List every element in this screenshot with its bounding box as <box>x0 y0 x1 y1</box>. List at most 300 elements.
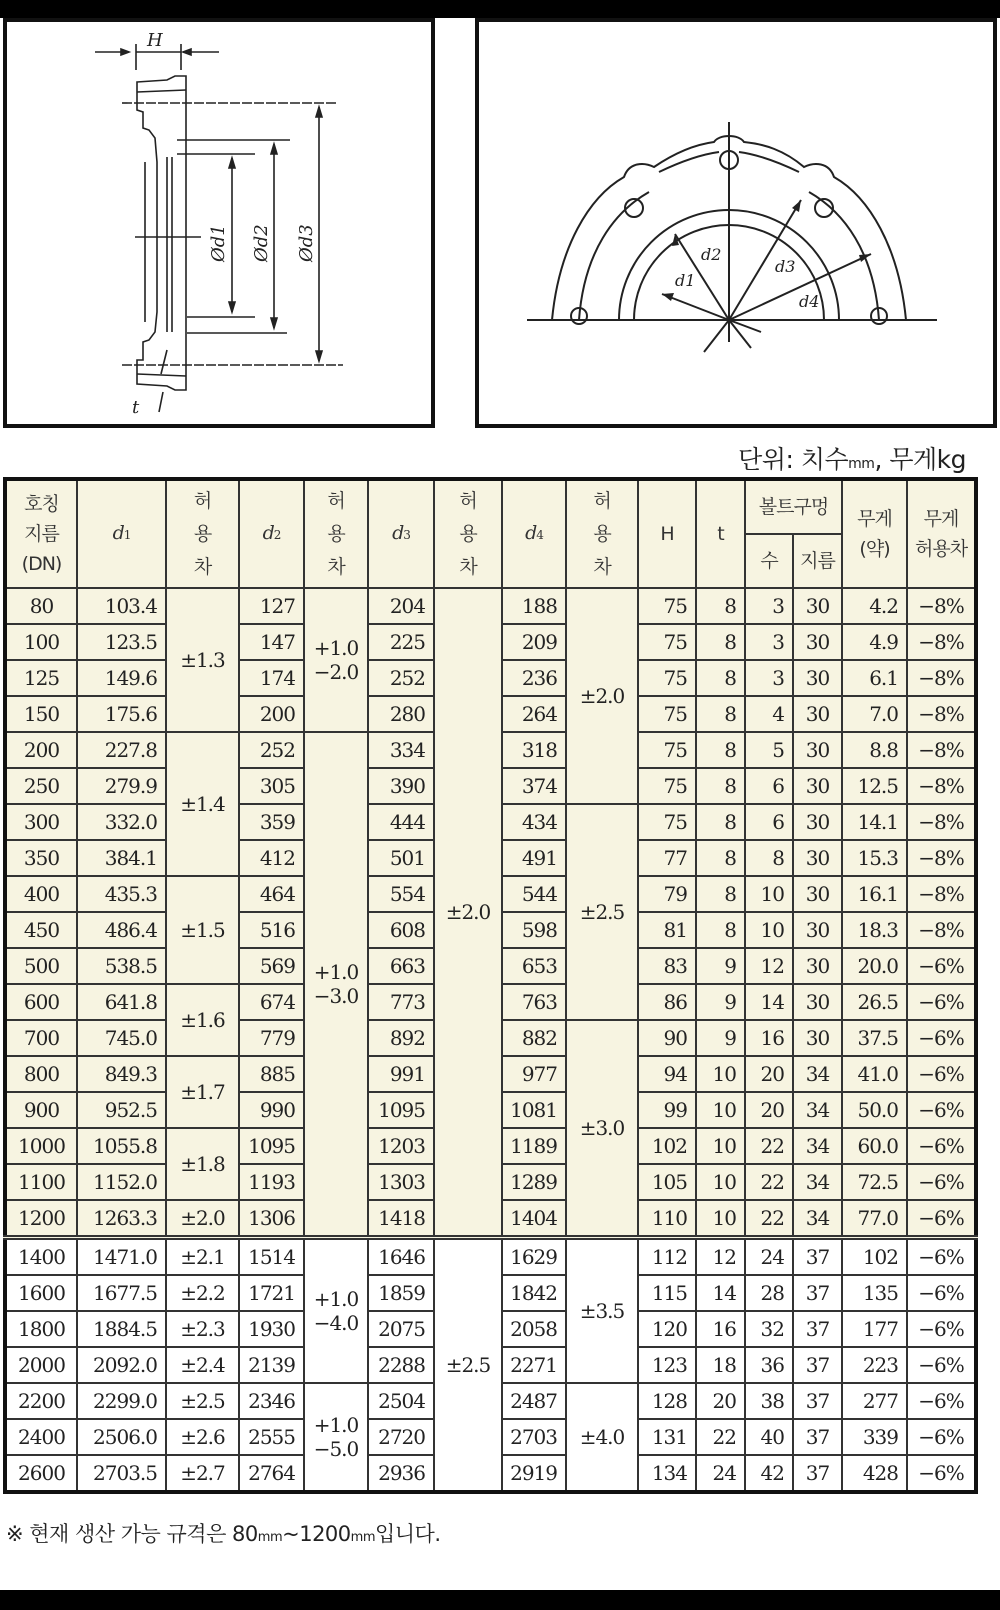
cell-d1-tol: ±1.7 <box>166 1056 239 1128</box>
cell-weight: 135 <box>842 1275 907 1311</box>
cell-d2: 1306 <box>239 1200 304 1238</box>
cell-bolt-diameter: 30 <box>793 768 842 804</box>
header-d3: d3 <box>368 479 434 588</box>
cell-d1: 103.4 <box>77 588 166 624</box>
cell-d2-tol: +1.0 −5.0 <box>304 1383 368 1492</box>
cell-d2: 674 <box>239 984 304 1020</box>
cell-d2: 1193 <box>239 1164 304 1200</box>
cell-t: 8 <box>696 804 745 840</box>
cell-d1-tol: ±1.5 <box>166 876 239 984</box>
table-row <box>5 588 976 624</box>
cell-dn: 400 <box>5 876 77 912</box>
cell-d1-tol: ±2.5 <box>166 1383 239 1419</box>
cell-d3: 2720 <box>368 1419 434 1455</box>
cell-t: 8 <box>696 624 745 660</box>
flange-face-drawing <box>475 18 997 428</box>
cell-d3: 1646 <box>368 1238 434 1276</box>
cell-d2: 359 <box>239 804 304 840</box>
cell-weight-tol: −6% <box>907 1164 976 1200</box>
cell-d3: 1203 <box>368 1128 434 1164</box>
cell-t: 8 <box>696 660 745 696</box>
cell-d2: 412 <box>239 840 304 876</box>
footer-note <box>6 1518 441 1548</box>
cell-t: 8 <box>696 732 745 768</box>
cell-d2: 779 <box>239 1020 304 1056</box>
cell-weight-tol: −8% <box>907 588 976 624</box>
cell-H: 115 <box>638 1275 696 1311</box>
cell-weight: 77.0 <box>842 1200 907 1238</box>
cell-d3: 390 <box>368 768 434 804</box>
cell-d4: 544 <box>502 876 566 912</box>
cell-t: 10 <box>696 1128 745 1164</box>
cell-d1: 2506.0 <box>77 1419 166 1455</box>
cell-H: 105 <box>638 1164 696 1200</box>
cell-H: 94 <box>638 1056 696 1092</box>
cell-d3: 1303 <box>368 1164 434 1200</box>
cell-H: 90 <box>638 1020 696 1056</box>
cell-weight-tol: −8% <box>907 876 976 912</box>
cell-weight-tol: −6% <box>907 1383 976 1419</box>
cell-d1: 486.4 <box>77 912 166 948</box>
cell-weight-tol: −8% <box>907 804 976 840</box>
cell-H: 131 <box>638 1419 696 1455</box>
cell-bolt-diameter: 30 <box>793 732 842 768</box>
cell-d3: 225 <box>368 624 434 660</box>
cell-t: 9 <box>696 1020 745 1056</box>
cell-d1: 1263.3 <box>77 1200 166 1238</box>
footer-note-prefix: ※ 현재 생산 가능 규격은 80 <box>6 1522 258 1546</box>
cell-weight-tol: −6% <box>907 1128 976 1164</box>
cell-d4-tol: ±2.0 <box>566 588 638 804</box>
cell-t: 8 <box>696 768 745 804</box>
header-dn: 호칭 지름 (DN) <box>5 479 77 588</box>
cell-d1: 1471.0 <box>77 1238 166 1276</box>
cell-bolt-diameter: 37 <box>793 1238 842 1276</box>
cell-bolt-count: 5 <box>745 732 793 768</box>
cell-weight-tol: −6% <box>907 1275 976 1311</box>
cell-bolt-count: 22 <box>745 1200 793 1238</box>
label-t: t <box>132 397 140 418</box>
cell-H: 81 <box>638 912 696 948</box>
cell-dn: 200 <box>5 732 77 768</box>
cell-bolt-diameter: 30 <box>793 804 842 840</box>
cell-bolt-count: 28 <box>745 1275 793 1311</box>
cell-d3: 991 <box>368 1056 434 1092</box>
header-d4-tolerance: 허 용 차 <box>566 479 638 588</box>
cell-d1: 2703.5 <box>77 1455 166 1492</box>
cell-bolt-diameter: 30 <box>793 984 842 1020</box>
cell-bolt-count: 16 <box>745 1020 793 1056</box>
cell-bolt-count: 3 <box>745 660 793 696</box>
cell-dn: 1200 <box>5 1200 77 1238</box>
cell-weight: 12.5 <box>842 768 907 804</box>
flange-spec-table <box>3 477 978 1494</box>
cell-dn: 125 <box>5 660 77 696</box>
cell-H: 75 <box>638 696 696 732</box>
cell-bolt-count: 36 <box>745 1347 793 1383</box>
cell-d4: 188 <box>502 588 566 624</box>
cell-bolt-count: 42 <box>745 1455 793 1492</box>
cell-weight: 60.0 <box>842 1128 907 1164</box>
cell-d1-tol: ±2.2 <box>166 1275 239 1311</box>
header-d1-tolerance: 허 용 차 <box>166 479 239 588</box>
cell-d3-tol: ±2.0 <box>434 588 502 1238</box>
cell-dn: 1400 <box>5 1238 77 1276</box>
cell-weight: 7.0 <box>842 696 907 732</box>
label-d1: Ød1 <box>208 224 229 262</box>
cell-weight-tol: −6% <box>907 948 976 984</box>
cell-weight-tol: −6% <box>907 1238 976 1276</box>
cell-d2: 252 <box>239 732 304 768</box>
label-d4: d4 <box>799 292 820 311</box>
cell-d4: 236 <box>502 660 566 696</box>
cell-d1: 745.0 <box>77 1020 166 1056</box>
cell-d3: 1095 <box>368 1092 434 1128</box>
cell-dn: 150 <box>5 696 77 732</box>
cell-d4-tol: ±3.5 <box>566 1238 638 1384</box>
cell-bolt-count: 40 <box>745 1419 793 1455</box>
cell-d1: 1677.5 <box>77 1275 166 1311</box>
cell-dn: 100 <box>5 624 77 660</box>
cell-d3: 2936 <box>368 1455 434 1492</box>
cell-H: 83 <box>638 948 696 984</box>
cell-dn: 2200 <box>5 1383 77 1419</box>
cell-d1-tol: ±1.3 <box>166 588 239 732</box>
cell-dn: 700 <box>5 1020 77 1056</box>
cell-t: 14 <box>696 1275 745 1311</box>
cell-weight: 41.0 <box>842 1056 907 1092</box>
cell-dn: 450 <box>5 912 77 948</box>
cell-d2: 516 <box>239 912 304 948</box>
cell-t: 10 <box>696 1164 745 1200</box>
cell-dn: 500 <box>5 948 77 984</box>
cell-weight: 277 <box>842 1383 907 1419</box>
cell-weight-tol: −8% <box>907 732 976 768</box>
cell-d1: 279.9 <box>77 768 166 804</box>
cell-t: 8 <box>696 840 745 876</box>
cell-H: 123 <box>638 1347 696 1383</box>
cell-d2: 1514 <box>239 1238 304 1276</box>
cell-H: 79 <box>638 876 696 912</box>
cell-dn: 1800 <box>5 1311 77 1347</box>
cell-bolt-diameter: 34 <box>793 1128 842 1164</box>
cell-d2: 2764 <box>239 1455 304 1492</box>
header-d3-tolerance: 허 용 차 <box>434 479 502 588</box>
header-row-1 <box>5 479 976 534</box>
cell-dn: 600 <box>5 984 77 1020</box>
cell-dn: 1600 <box>5 1275 77 1311</box>
cell-H: 75 <box>638 768 696 804</box>
cell-H: 77 <box>638 840 696 876</box>
header-d1: d1 <box>77 479 166 588</box>
cell-d3: 280 <box>368 696 434 732</box>
header-d2-tolerance: 허 용 차 <box>304 479 368 588</box>
cell-d3: 444 <box>368 804 434 840</box>
header-t: t <box>696 479 745 588</box>
cell-d2: 147 <box>239 624 304 660</box>
cell-d1-tol: ±1.8 <box>166 1128 239 1200</box>
cell-d1-tol: ±2.3 <box>166 1311 239 1347</box>
cell-d1: 952.5 <box>77 1092 166 1128</box>
cell-d1: 538.5 <box>77 948 166 984</box>
flange-section-svg <box>7 22 431 424</box>
cell-dn: 2600 <box>5 1455 77 1492</box>
label-d3: d3 <box>775 257 796 276</box>
unit-note-prefix: 단위: 치수 <box>738 445 849 474</box>
cell-d4: 977 <box>502 1056 566 1092</box>
unit-note-middle: , 무게 <box>874 445 937 474</box>
cell-d2: 1930 <box>239 1311 304 1347</box>
cell-d4: 2919 <box>502 1455 566 1492</box>
footer-mm-1: mm <box>257 1530 283 1545</box>
cell-d2-tol: +1.0 −3.0 <box>304 732 368 1238</box>
cell-dn: 2400 <box>5 1419 77 1455</box>
cell-H: 112 <box>638 1238 696 1276</box>
cell-bolt-count: 32 <box>745 1311 793 1347</box>
cell-bolt-diameter: 30 <box>793 588 842 624</box>
cell-d2: 2555 <box>239 1419 304 1455</box>
cell-bolt-diameter: 30 <box>793 912 842 948</box>
cell-weight: 15.3 <box>842 840 907 876</box>
cell-d1: 332.0 <box>77 804 166 840</box>
cell-H: 134 <box>638 1455 696 1492</box>
cell-weight-tol: −6% <box>907 1347 976 1383</box>
cell-d4-tol: ±4.0 <box>566 1383 638 1492</box>
cell-d1: 641.8 <box>77 984 166 1020</box>
cell-weight: 4.9 <box>842 624 907 660</box>
cell-dn: 300 <box>5 804 77 840</box>
cell-H: 75 <box>638 660 696 696</box>
cell-d2: 2139 <box>239 1347 304 1383</box>
cell-d2: 2346 <box>239 1383 304 1419</box>
cell-d3: 204 <box>368 588 434 624</box>
header-weight: 무게 (약) <box>842 479 907 588</box>
cell-t: 18 <box>696 1347 745 1383</box>
header-d4: d4 <box>502 479 566 588</box>
unit-kg: kg <box>936 445 966 474</box>
cell-bolt-diameter: 30 <box>793 660 842 696</box>
flange-section-drawing <box>3 18 435 428</box>
footer-mm-2: mm <box>350 1530 375 1545</box>
cell-bolt-diameter: 37 <box>793 1347 842 1383</box>
cell-d2: 200 <box>239 696 304 732</box>
header-bolt-hole: 볼트구멍 <box>745 479 842 534</box>
cell-d4-tol: ±2.5 <box>566 804 638 1020</box>
cell-d1-tol: ±1.6 <box>166 984 239 1056</box>
cell-d3: 773 <box>368 984 434 1020</box>
cell-weight-tol: −6% <box>907 1020 976 1056</box>
cell-H: 75 <box>638 804 696 840</box>
cell-bolt-count: 12 <box>745 948 793 984</box>
cell-bolt-count: 22 <box>745 1128 793 1164</box>
cell-d2: 569 <box>239 948 304 984</box>
cell-bolt-count: 10 <box>745 876 793 912</box>
cell-d1: 123.5 <box>77 624 166 660</box>
cell-d2: 174 <box>239 660 304 696</box>
cell-t: 22 <box>696 1419 745 1455</box>
label-d1: d1 <box>675 271 696 290</box>
cell-bolt-count: 38 <box>745 1383 793 1419</box>
cell-H: 110 <box>638 1200 696 1238</box>
cell-weight: 50.0 <box>842 1092 907 1128</box>
cell-dn: 350 <box>5 840 77 876</box>
cell-d2-tol: +1.0 −2.0 <box>304 588 368 732</box>
cell-weight: 223 <box>842 1347 907 1383</box>
cell-d1: 2299.0 <box>77 1383 166 1419</box>
cell-d4: 2058 <box>502 1311 566 1347</box>
cell-d1: 1055.8 <box>77 1128 166 1164</box>
cell-d3: 663 <box>368 948 434 984</box>
cell-dn: 1100 <box>5 1164 77 1200</box>
cell-d3: 1859 <box>368 1275 434 1311</box>
cell-bolt-count: 3 <box>745 588 793 624</box>
cell-d4: 1842 <box>502 1275 566 1311</box>
header-weight-tolerance: 무게 허용차 <box>907 479 976 588</box>
cell-dn: 1000 <box>5 1128 77 1164</box>
cell-d2: 1095 <box>239 1128 304 1164</box>
cell-d4: 1081 <box>502 1092 566 1128</box>
cell-d2: 1721 <box>239 1275 304 1311</box>
cell-H: 75 <box>638 624 696 660</box>
cell-d1: 384.1 <box>77 840 166 876</box>
cell-bolt-count: 14 <box>745 984 793 1020</box>
footer-note-suffix: 입니다. <box>374 1522 441 1546</box>
cell-t: 9 <box>696 984 745 1020</box>
cell-weight-tol: −8% <box>907 660 976 696</box>
flange-face-svg <box>479 22 993 424</box>
cell-weight: 8.8 <box>842 732 907 768</box>
cell-bolt-diameter: 34 <box>793 1164 842 1200</box>
cell-t: 8 <box>696 876 745 912</box>
cell-bolt-diameter: 37 <box>793 1275 842 1311</box>
bottom-black-bar <box>0 1590 1000 1610</box>
cell-weight: 102 <box>842 1238 907 1276</box>
cell-bolt-diameter: 37 <box>793 1419 842 1455</box>
cell-d4: 882 <box>502 1020 566 1056</box>
cell-d1: 849.3 <box>77 1056 166 1092</box>
unit-note <box>738 440 966 476</box>
cell-d1: 435.3 <box>77 876 166 912</box>
label-d3: Ød3 <box>296 224 317 262</box>
cell-d2: 127 <box>239 588 304 624</box>
cell-d1: 2092.0 <box>77 1347 166 1383</box>
cell-d2: 885 <box>239 1056 304 1092</box>
cell-d2-tol: +1.0 −4.0 <box>304 1238 368 1384</box>
cell-bolt-diameter: 30 <box>793 1020 842 1056</box>
cell-H: 128 <box>638 1383 696 1419</box>
cell-dn: 80 <box>5 588 77 624</box>
cell-d4: 2271 <box>502 1347 566 1383</box>
cell-dn: 800 <box>5 1056 77 1092</box>
cell-bolt-count: 10 <box>745 912 793 948</box>
cell-dn: 900 <box>5 1092 77 1128</box>
cell-d3-tol: ±2.5 <box>434 1238 502 1493</box>
cell-weight-tol: −6% <box>907 1092 976 1128</box>
cell-weight-tol: −8% <box>907 696 976 732</box>
cell-t: 8 <box>696 696 745 732</box>
cell-weight: 6.1 <box>842 660 907 696</box>
cell-t: 16 <box>696 1311 745 1347</box>
cell-d1: 227.8 <box>77 732 166 768</box>
cell-bolt-count: 20 <box>745 1056 793 1092</box>
cell-t: 20 <box>696 1383 745 1419</box>
cell-H: 102 <box>638 1128 696 1164</box>
cell-bolt-diameter: 30 <box>793 696 842 732</box>
cell-weight: 177 <box>842 1311 907 1347</box>
cell-d4: 1629 <box>502 1238 566 1276</box>
cell-d1: 149.6 <box>77 660 166 696</box>
cell-d3: 892 <box>368 1020 434 1056</box>
cell-dn: 250 <box>5 768 77 804</box>
cell-d3: 252 <box>368 660 434 696</box>
cell-weight: 26.5 <box>842 984 907 1020</box>
cell-d1: 1884.5 <box>77 1311 166 1347</box>
cell-bolt-diameter: 37 <box>793 1455 842 1492</box>
cell-d4: 1404 <box>502 1200 566 1238</box>
cell-d3: 501 <box>368 840 434 876</box>
cell-d1-tol: ±2.6 <box>166 1419 239 1455</box>
cell-weight-tol: −6% <box>907 1455 976 1492</box>
cell-d2: 305 <box>239 768 304 804</box>
header-bolt-diameter: 지름 <box>793 534 842 588</box>
cell-weight: 428 <box>842 1455 907 1492</box>
cell-weight: 20.0 <box>842 948 907 984</box>
cell-t: 8 <box>696 588 745 624</box>
cell-d4: 2487 <box>502 1383 566 1419</box>
cell-d1-tol: ±2.0 <box>166 1200 239 1238</box>
cell-d3: 2504 <box>368 1383 434 1419</box>
cell-weight-tol: −6% <box>907 1200 976 1238</box>
header-d2: d2 <box>239 479 304 588</box>
cell-weight: 339 <box>842 1419 907 1455</box>
cell-d4: 209 <box>502 624 566 660</box>
cell-weight-tol: −6% <box>907 984 976 1020</box>
cell-d4: 1289 <box>502 1164 566 1200</box>
cell-bolt-count: 24 <box>745 1238 793 1276</box>
cell-d1-tol: ±2.1 <box>166 1238 239 1276</box>
header-H: H <box>638 479 696 588</box>
cell-bolt-count: 6 <box>745 768 793 804</box>
cell-H: 99 <box>638 1092 696 1128</box>
cell-bolt-diameter: 30 <box>793 948 842 984</box>
label-H: H <box>147 30 163 51</box>
cell-bolt-diameter: 30 <box>793 840 842 876</box>
cell-weight: 18.3 <box>842 912 907 948</box>
cell-weight: 37.5 <box>842 1020 907 1056</box>
label-d2: d2 <box>701 245 722 264</box>
cell-H: 75 <box>638 732 696 768</box>
cell-d4: 763 <box>502 984 566 1020</box>
cell-d3: 554 <box>368 876 434 912</box>
cell-d3: 1418 <box>368 1200 434 1238</box>
cell-weight-tol: −8% <box>907 840 976 876</box>
cell-t: 10 <box>696 1092 745 1128</box>
cell-weight-tol: −8% <box>907 624 976 660</box>
cell-d4: 1189 <box>502 1128 566 1164</box>
cell-t: 9 <box>696 948 745 984</box>
cell-t: 8 <box>696 912 745 948</box>
cell-d4: 2703 <box>502 1419 566 1455</box>
cell-bolt-diameter: 37 <box>793 1311 842 1347</box>
cell-weight-tol: −6% <box>907 1056 976 1092</box>
cell-bolt-count: 8 <box>745 840 793 876</box>
cell-bolt-diameter: 30 <box>793 624 842 660</box>
cell-d3: 2288 <box>368 1347 434 1383</box>
cell-bolt-diameter: 30 <box>793 876 842 912</box>
cell-d3: 334 <box>368 732 434 768</box>
cell-t: 10 <box>696 1056 745 1092</box>
cell-d2: 990 <box>239 1092 304 1128</box>
